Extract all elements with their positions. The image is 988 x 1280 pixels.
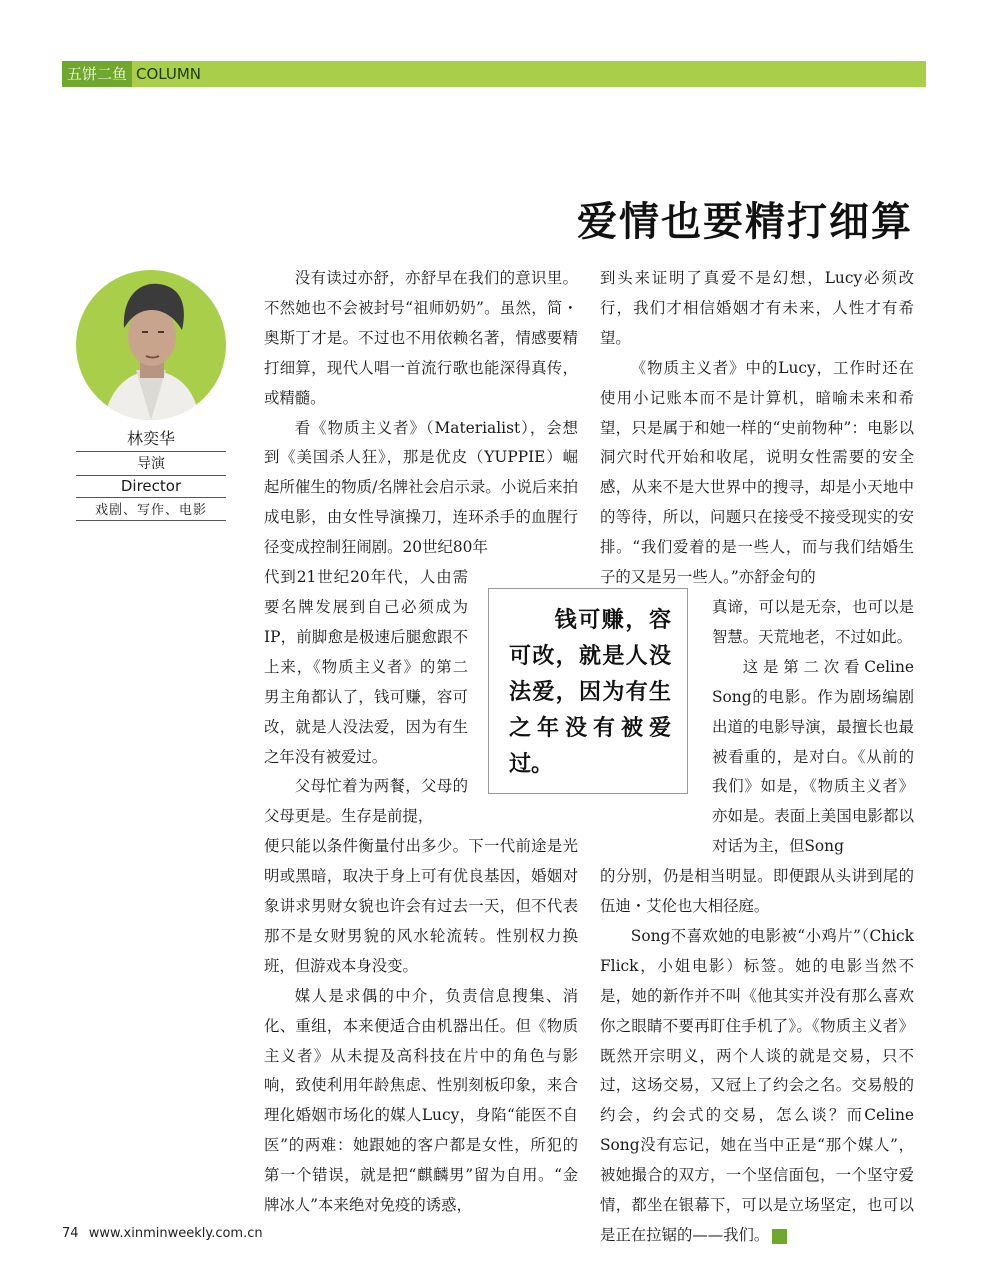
author-role: 导演 bbox=[76, 452, 226, 476]
paragraph bbox=[600, 922, 914, 1251]
paragraph: 没有读过亦舒，亦舒早在我们的意识里。不然她也不会被封号“祖师奶奶”。虽然，简・奥斯丁才是。不过也不用依赖名著，情感要精打细算，现代人唱一首流行歌也能深得真传，或精髓。 bbox=[264, 269, 578, 407]
author-photo bbox=[76, 270, 226, 420]
paragraph: 这是第二次看Celine Song的电影。作为剧场编剧出道的电影导演，最擅长也最被看重的，是对白。《从前的我们》如是，《物质主义者》亦如是。表面上美国电影都以对话为主，但Song bbox=[712, 657, 914, 856]
column-tag: 五饼二鱼 bbox=[62, 61, 132, 87]
paragraph: 真谛，可以是无奈，也可以是智慧。天荒地老，不过如此。 bbox=[712, 597, 914, 646]
pull-quote-text: 钱可赚，容可改，就是人没法爱，因为有生之年没有被爱过。 bbox=[509, 608, 671, 777]
author-info bbox=[76, 425, 226, 521]
paragraph: 的分别，仍是相当明显。即便跟从头讲到尾的伍迪・艾伦也大相径庭。 bbox=[600, 867, 914, 916]
author-portrait-icon bbox=[76, 270, 226, 420]
paragraph: 看《物质主义者》（Materialist），会想到《美国杀人狂》，那是优皮（YUPPIE）崛起所催生的物质/名牌社会启示录。小说后来拍成电影，由女性导演操刀，连环杀手的血腥行径变成控制狂闹剧。20世纪80年 bbox=[264, 418, 578, 557]
paragraph: 父母忙着为两餐，父母的父母更是。生存是前提， bbox=[264, 777, 468, 826]
paragraph: 代到21世纪20年代，人由需要名牌发展到自己必须成为IP，前脚愈是极速后腿愈跟不上来，《物质主义者》的第二男主角都认了，钱可赚，容可改，就是人没法爱，因为有生之年没有被爱过。 bbox=[264, 568, 468, 766]
author-role-english: Director bbox=[76, 476, 226, 498]
paragraph: 媒人是求偶的中介，负责信息搜集、消化、重组，本来便适合由机器出任。但《物质主义者》从未提及高科技在片中的角色与影响，致使利用年龄焦虑、性别刻板印象，来合理化婚姻市场化的媒人Lucy，身陷“能医不自医”的两难：她跟她的客户都是女性，所犯的第一个错误，就是把“麒麟男”留为自用。“金牌冰人”本来绝对免疫的诱惑， bbox=[264, 986, 578, 1215]
paragraph: 到头来证明了真爱不是幻想，Lucy必须改行，我们才相信婚姻才有未来，人性才有希望。 bbox=[600, 269, 914, 347]
column-header-bar bbox=[62, 61, 926, 87]
column-label: COLUMN bbox=[136, 65, 202, 83]
paragraph: 便只能以条件衡量付出多少。下一代前途是光明或黑暗，取决于身上可有优良基因，婚姻对象讲求男财女貌也许会有过去一天，但不代表那不是女财男貌的风水轮流转。性别权力换班，但游戏本身没变。 bbox=[264, 837, 578, 975]
article-title: 爱情也要精打细算 bbox=[577, 198, 913, 245]
author-fields: 戏剧、写作、电影 bbox=[76, 498, 226, 521]
author-name: 林奕华 bbox=[76, 425, 226, 452]
page-footer bbox=[62, 1226, 263, 1241]
page-number: 74 bbox=[62, 1226, 79, 1241]
paragraph: 《物质主义者》中的Lucy，工作时还在使用小记账本而不是计算机，暗喻未来和希望，只是属于和她一样的“史前物种”：电影以洞穴时代开始和收尾，说明女性需要的安全感，从来不是大世界中的搜寻，却是小天地中的等待，所以，问题只在接受不接受现实的安排。“我们爱着的是一些人，而与我们结婚生子的又是另一些人。”亦舒金句的 bbox=[600, 358, 914, 587]
end-mark-icon: 民 bbox=[772, 1229, 787, 1244]
website-url: www.xinminweekly.com.cn bbox=[88, 1226, 263, 1241]
pull-quote bbox=[488, 588, 688, 794]
paragraph-text: Song不喜欢她的电影被“小鸡片”（Chick Flick，小姐电影）标签。她的电影当然不是，她的新作并不叫《他其实并没有那么喜欢你之眼睛不要再盯住手机了》。《物质主义者》既然开宗明义，两个人谈的就是交易，只不过，这场交易，又冠上了约会之名。交易般的约会，约会式的交易，怎么谈？而Celine Song没有忘记，她在当中正是“那个媒人”，被她撮合的双方，一个坚信面包，一个坚守爱情，都坐在银幕下，可以是立场坚定，也可以是正在拉锯的——我们。 bbox=[600, 926, 914, 1244]
